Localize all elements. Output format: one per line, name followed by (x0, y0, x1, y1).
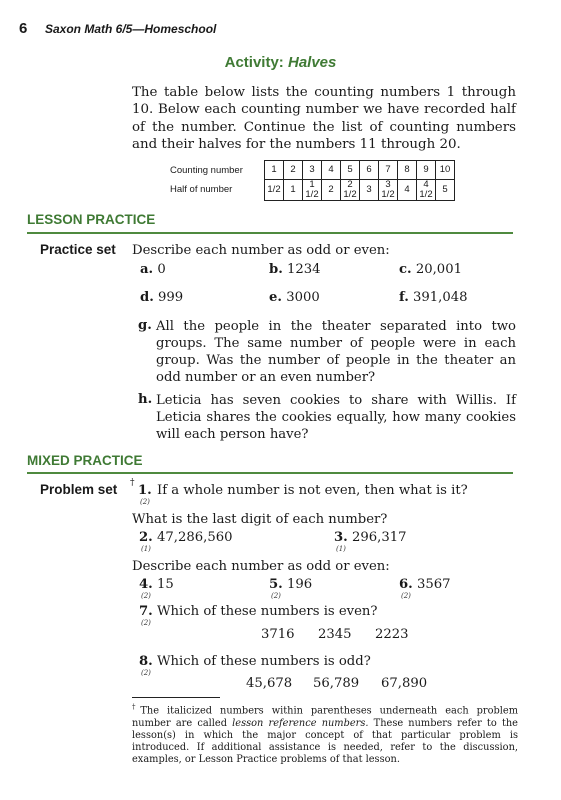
problem-2 (139, 530, 233, 545)
page-number: 6 (19, 20, 28, 37)
practice-item-d (140, 290, 183, 305)
item-letter: c. (399, 262, 412, 277)
item-value: 999 (158, 290, 184, 305)
problem-6 (399, 577, 451, 592)
problem-7-ref: (2) (141, 619, 151, 627)
item-value: 20,001 (415, 262, 462, 277)
problem-text: Which of these numbers is odd? (156, 654, 371, 669)
lesson-practice-heading: LESSON PRACTICE (27, 212, 156, 227)
running-head: Saxon Math 6/5—Homeschool (45, 22, 217, 36)
table-cell: 7 (379, 161, 398, 180)
problem-number: 3. (334, 530, 348, 545)
table-cell: 6 (360, 161, 379, 180)
problem-7-choice: 3716 (261, 627, 295, 642)
practice-item-e (269, 290, 320, 305)
practice-item-b (269, 262, 321, 277)
table-cell: 4 (398, 180, 417, 201)
problem-number: 7. (139, 604, 153, 619)
problem-value: 296,317 (351, 530, 407, 545)
practice-item-a (140, 262, 166, 277)
problem-value: 47,286,560 (156, 530, 233, 545)
footnote-text-start: The italicized numbers within parentheses underneath each problem number are called (132, 705, 518, 729)
activity-title (0, 54, 561, 71)
table-cell: 10 (436, 161, 455, 180)
problem-7 (139, 604, 378, 619)
item-g-letter: g. (138, 318, 152, 333)
table-cell: 1 1/2 (303, 180, 322, 201)
problem-1-ref: (2) (140, 498, 150, 506)
table-cell: 4 1/2 (417, 180, 436, 201)
problem-8 (139, 654, 371, 669)
table-cell: 5 (436, 180, 455, 201)
problem-3 (334, 530, 407, 545)
item-letter: a. (140, 262, 154, 277)
item-letter: e. (269, 290, 282, 305)
odd-even-prompt: Describe each number as odd or even: (132, 559, 390, 574)
problem-7-choice: 2223 (375, 627, 409, 642)
problem-5 (269, 577, 312, 592)
problem-8-choice: 67,890 (381, 676, 428, 691)
section-rule (27, 472, 513, 474)
problem-4 (139, 577, 174, 592)
problem-5-ref: (2) (271, 592, 281, 600)
half-of-number-label: Half of number (170, 184, 233, 195)
halves-table (264, 160, 455, 201)
item-value: 391,048 (413, 290, 468, 305)
problem-8-choice: 45,678 (246, 676, 293, 691)
counting-row (265, 161, 455, 180)
problem-8-ref: (2) (141, 669, 151, 677)
problem-number: 2. (139, 530, 153, 545)
problem-6-ref: (2) (401, 592, 411, 600)
table-cell: 5 (341, 161, 360, 180)
last-digit-prompt: What is the last digit of each number? (132, 512, 388, 527)
problem-4-ref: (2) (141, 592, 151, 600)
halves-row (265, 180, 455, 201)
problem-1-text: If a whole number is not even, then what is it? (157, 483, 468, 498)
activity-title-prefix: Activity: (224, 54, 284, 71)
problem-text: Which of these numbers is even? (156, 604, 378, 619)
item-letter: f. (399, 290, 409, 305)
practice-set-label: Practice set (40, 242, 116, 257)
item-g-text: All the people in the theater separated into two groups. The same number of people were in each group. Was the number of people in the theater an odd number or an even number? (156, 319, 516, 385)
item-letter: b. (269, 262, 283, 277)
item-value: 1234 (287, 262, 321, 277)
footnote-text-end: These numbers refer to the lesson(s) in which the major concept of that particular problem is introduced. If additional assistance is needed, refer to the discussion, examples, or Lesson Practice problems of that lesson. (132, 717, 518, 766)
item-h-text: Leticia has seven cookies to share with Willis. If Leticia shares the cookies equally, how many cookies will each person have? (156, 393, 516, 442)
problem-value: 15 (156, 577, 174, 592)
practice-item-f (399, 290, 468, 305)
problem-set-label: Problem set (40, 482, 118, 497)
problem-value: 3567 (416, 577, 451, 592)
activity-paragraph: The table below lists the counting numbers 1 through 10. Below each counting number we have recorded half of the number. Continue the list of counting numbers and their halves for the numbers 11 through 20. (132, 85, 516, 152)
table-cell: 1/2 (265, 180, 284, 201)
table-cell: 8 (398, 161, 417, 180)
table-cell: 2 (322, 180, 341, 201)
problem-value: 196 (286, 577, 313, 592)
counting-number-label: Counting number (170, 165, 243, 176)
problem-number: 5. (269, 577, 283, 592)
table-cell: 3 (360, 180, 379, 201)
problem-number: 8. (139, 654, 153, 669)
item-letter: d. (140, 290, 154, 305)
problem-3-ref: (1) (336, 545, 346, 553)
item-value: 3000 (286, 290, 320, 305)
practice-item-c (399, 262, 462, 277)
item-value: 0 (157, 262, 166, 277)
practice-prompt: Describe each number as odd or even: (132, 243, 390, 258)
table-cell: 1 (284, 180, 303, 201)
problem-7-choice: 2345 (318, 627, 352, 642)
problem-2-ref: (1) (141, 545, 151, 553)
mixed-practice-heading: MIXED PRACTICE (27, 453, 143, 468)
activity-title-name: Halves (287, 54, 337, 71)
footnote-dagger: † (132, 703, 141, 711)
section-rule (27, 232, 513, 234)
table-cell: 3 1/2 (379, 180, 398, 201)
problem-1-number: 1. (138, 483, 152, 498)
table-cell: 4 (322, 161, 341, 180)
footnote-term: lesson reference numbers. (232, 717, 369, 729)
problem-8-choice: 56,789 (313, 676, 360, 691)
table-cell: 3 (303, 161, 322, 180)
table-cell: 2 1/2 (341, 180, 360, 201)
problem-number: 4. (139, 577, 153, 592)
footnote-rule (132, 697, 220, 698)
table-cell: 2 (284, 161, 303, 180)
dagger-mark: † (130, 478, 135, 488)
item-h-letter: h. (138, 392, 153, 407)
problem-number: 6. (399, 577, 413, 592)
table-cell: 1 (265, 161, 284, 180)
footnote (132, 701, 518, 767)
table-cell: 9 (417, 161, 436, 180)
